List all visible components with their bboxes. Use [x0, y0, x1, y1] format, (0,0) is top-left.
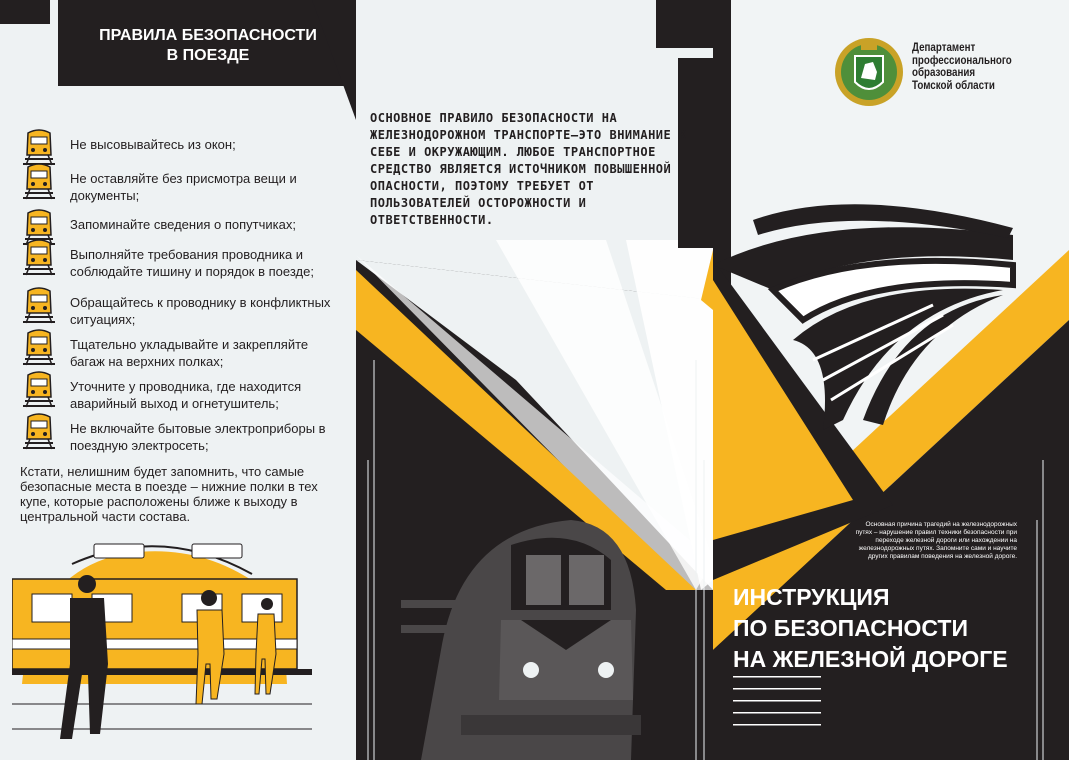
train-front-icon: [22, 129, 56, 167]
tragedy-note: Основная причина трагедий на железнодорожных путях – нарушение правил техники безопасности при переходе железной дороги или нахождении на железнодорожных путях. Запомните сами и научите других правилам поведения на железной дороге.: [855, 521, 1017, 560]
rule-item: [22, 336, 342, 370]
rule-item: [22, 170, 342, 204]
rule-item: [22, 378, 342, 412]
right-panel: [713, 0, 1069, 760]
train-front-icon: [22, 329, 56, 367]
middle-panel: [356, 0, 713, 760]
station-illustration: [12, 534, 312, 760]
main-safety-rule: ОСНОВНОЕ ПРАВИЛО БЕЗОПАСНОСТИ НА ЖЕЛЕЗНОДОРОЖНОМ ТРАНСПОРТЕ—ЭТО ВНИМАНИЕ К СЕБЕ И ОКРУЖАЮЩИМ. ЛЮБОЕ ТРАНСПОРТНОЕ СРЕДСТВО ЯВЛЯЕТСЯ ИСТОЧНИКОМ ПОВЫШЕННОЙ ОПАСНОСТИ, ПОЭТОМУ ТРЕБУЕТ ОТ ПОЛЬЗОВАТЕЛЕЙ ОСТОРОЖНОСТИ И ОТВЕТСТВЕННОСТИ.: [370, 111, 687, 227]
rule-item: [22, 216, 342, 247]
rule-item: [22, 136, 342, 167]
railway-tracks-icon: [713, 190, 1023, 440]
rule-text: Тщательно укладывайте и закрепляйте багаж на верхних полках;: [70, 337, 309, 369]
coat-of-arms-icon: [831, 32, 907, 108]
train-front-icon: [22, 287, 56, 325]
train-front-icon: [22, 163, 56, 201]
rules-heading-box: [58, 0, 356, 86]
train-front-icon: [22, 413, 56, 451]
rule-text: Не оставляйте без присмотра вещи и документы;: [70, 171, 297, 203]
rule-text: Не высовывайтесь из окон;: [70, 137, 236, 152]
corner-shape: [0, 0, 50, 24]
rule-text: Запоминайте сведения о попутчиках;: [70, 217, 296, 232]
rule-text: Обращайтесь к проводнику в конфликтных ситуациях;: [70, 295, 331, 327]
rule-item: [22, 294, 342, 328]
rule-item: [22, 420, 342, 454]
train-front-icon: [22, 371, 56, 409]
left-panel: [0, 0, 356, 760]
locomotive-icon: [401, 500, 641, 760]
rule-text: Выполняйте требования проводника и соблюдайте тишину и порядок в поезде;: [70, 247, 314, 279]
brochure-title: ИНСТРУКЦИЯ ПО БЕЗОПАСНОСТИ НА ЖЕЛЕЗНОЙ ДОРОГЕ: [733, 584, 1008, 672]
department-name: Департамент профессионального образования Томской области: [912, 42, 1012, 92]
rule-item: [22, 246, 342, 280]
rules-heading: ПРАВИЛА БЕЗОПАСНОСТИ В ПОЕЗДЕ: [99, 27, 317, 64]
rule-text: Не включайте бытовые электроприборы в поездную электросеть;: [70, 421, 326, 453]
safety-note: Кстати, нелишним будет запомнить, что самые безопасные места в поезде – нижние полки в тех купе, которые расположены ближе к выходу в центральной части состава.: [20, 464, 318, 524]
train-front-icon: [22, 239, 56, 277]
rule-text: Уточните у проводника, где находится аварийный выход и огнетушитель;: [70, 379, 302, 411]
